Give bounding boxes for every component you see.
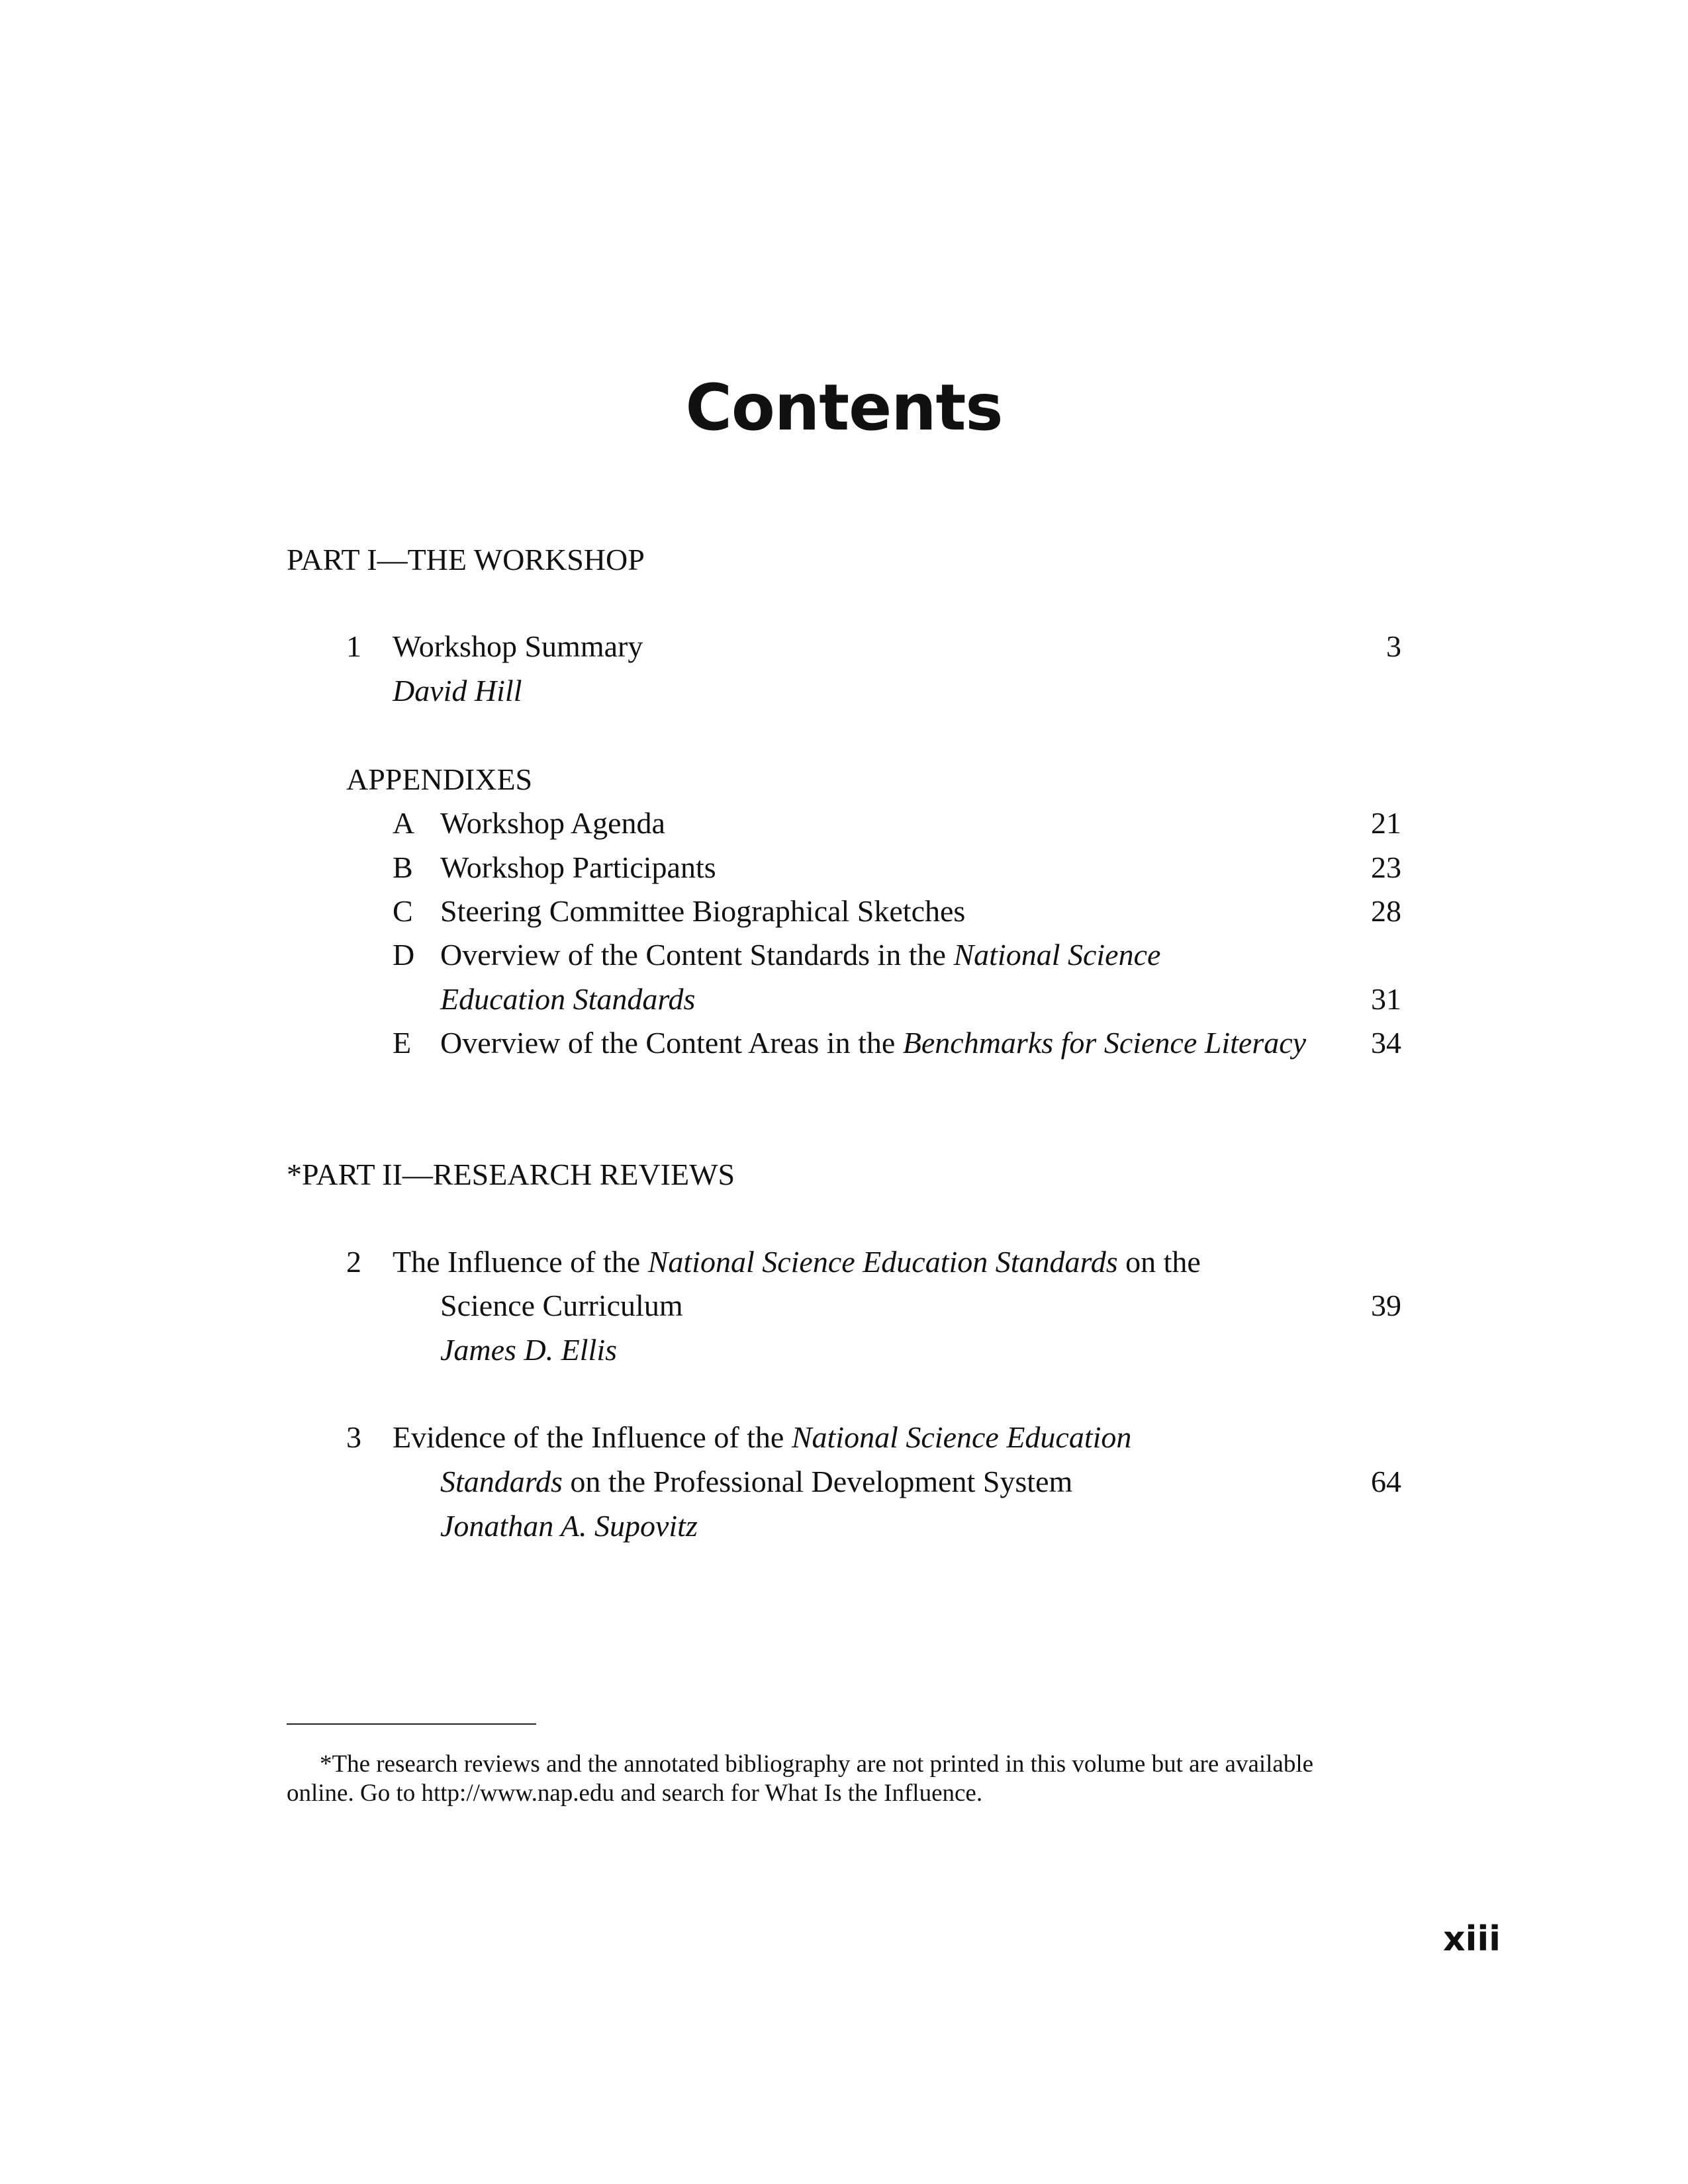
page-number: 31 <box>1371 982 1401 1016</box>
page-title: Contents <box>685 371 1003 445</box>
appendix-letter: D <box>393 938 415 972</box>
chapter-title: Evidence of the Influence of the National Science Education <box>393 1420 1132 1454</box>
chapter-number: 3 <box>346 1420 361 1454</box>
appendix-letter: E <box>393 1026 412 1060</box>
chapter-author: James D. Ellis <box>440 1333 618 1367</box>
page-folio: xiii <box>1442 1919 1501 1959</box>
appendix-title: Steering Committee Biographical Sketches <box>440 894 966 928</box>
appendix-title: Overview of the Content Standards in the National Science <box>440 938 1161 972</box>
appendix-title-continued: Education Standards <box>440 982 696 1016</box>
appendix-letter: B <box>393 850 413 884</box>
chapter-title-continued: Science Curriculum <box>440 1289 683 1322</box>
chapter-title: Workshop Summary <box>393 629 643 663</box>
page-number: 3 <box>1386 629 1401 663</box>
chapter-title: The Influence of the National Science Education Standards on the <box>393 1245 1201 1279</box>
footnote-rule <box>287 1723 536 1725</box>
appendixes-heading: APPENDIXES <box>346 762 533 796</box>
chapter-title-continued: Standards on the Professional Development System <box>440 1465 1073 1498</box>
page-number: 23 <box>1371 850 1401 884</box>
appendix-letter: C <box>393 894 413 928</box>
appendix-title: Workshop Participants <box>440 850 716 884</box>
page-number: 39 <box>1371 1289 1401 1322</box>
chapter-author: Jonathan A. Supovitz <box>440 1509 698 1543</box>
part-one-heading: PART I—THE WORKSHOP <box>287 543 645 576</box>
page-number: 21 <box>1371 806 1401 840</box>
appendix-title: Overview of the Content Areas in the Benchmarks for Science Literacy <box>440 1026 1307 1060</box>
chapter-number: 1 <box>346 629 361 663</box>
footnote-line-2: online. Go to http://www.nap.edu and search for What Is the Influence. <box>287 1780 983 1807</box>
footnote-line-1: *The research reviews and the annotated bibliography are not printed in this volume but are available <box>320 1751 1314 1778</box>
page-number: 28 <box>1371 894 1401 928</box>
chapter-number: 2 <box>346 1245 361 1279</box>
page-number: 34 <box>1371 1026 1401 1060</box>
page-number: 64 <box>1371 1465 1401 1498</box>
appendix-title: Workshop Agenda <box>440 806 665 840</box>
part-two-heading: *PART II—RESEARCH REVIEWS <box>287 1158 735 1191</box>
chapter-author: David Hill <box>393 674 522 707</box>
appendix-letter: A <box>393 806 415 840</box>
